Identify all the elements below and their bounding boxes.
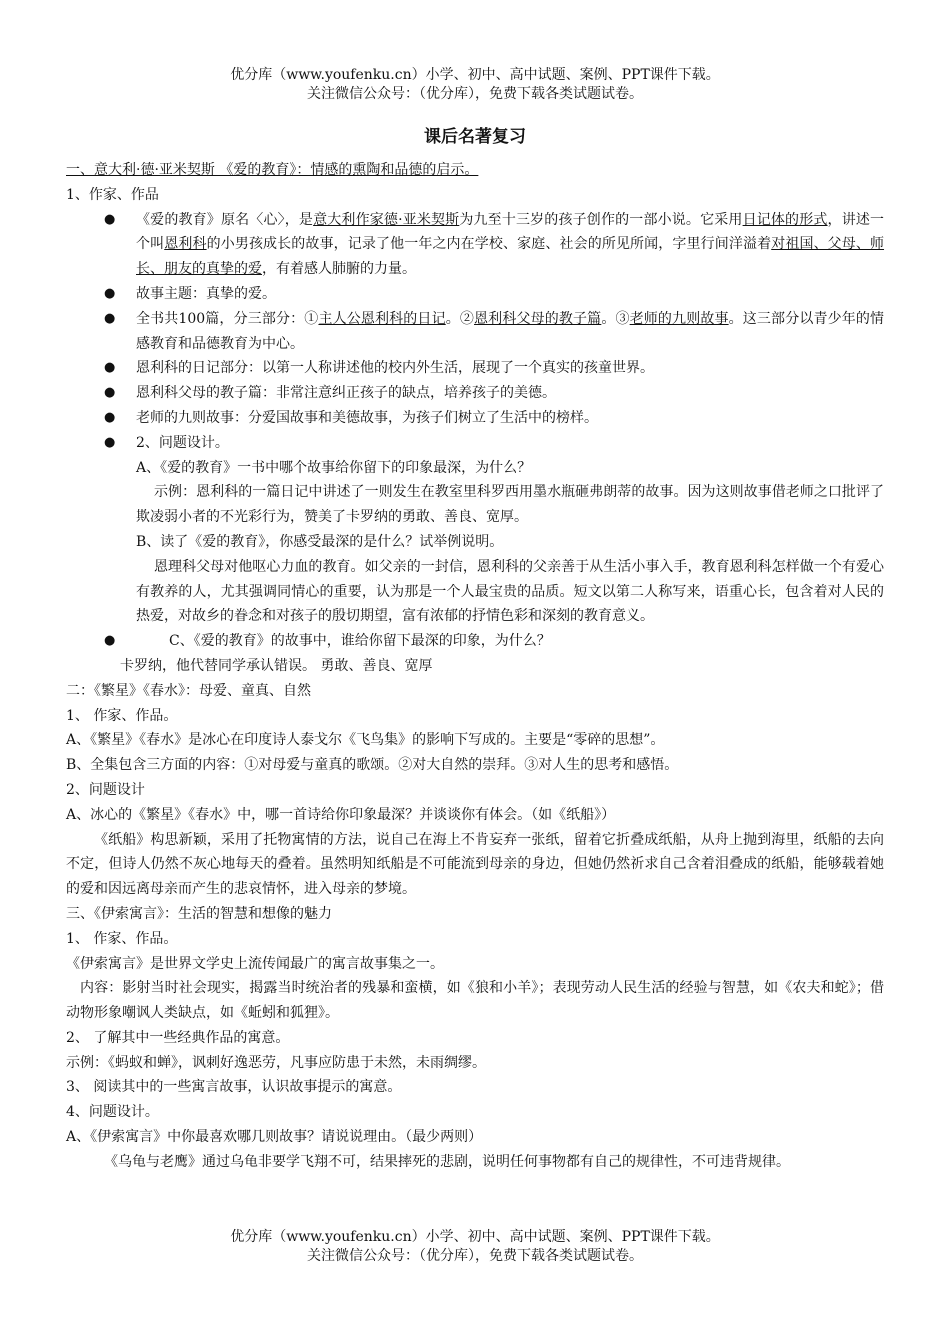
- section-2-question: A、冰心的《繁星》《春水》中，哪一首诗给你印象最深？并谈谈你有体会。（如《纸船》）: [66, 806, 616, 823]
- answer-b: 恩理科父母对他呕心力血的教育。如父亲的一封信，恩利科的父亲善于从生活小事入手，教育恩利科怎样做一个有爱心有教养的人，尤其强调同情心的重要，认为那是一个人最宝贵的品质。短文以第二人称写来，语重心长，包含着对人民的热爱，对故乡的眷念和对孩子的殷切期望，富有浓郁的抒情色彩和深刻的教育意义。: [136, 558, 884, 625]
- section-2-heading: 二：《繁星》《春水》：母爱、童真、自然: [66, 682, 311, 699]
- page-footer: [0, 1228, 950, 1266]
- page-header: [0, 66, 950, 104]
- header-line-2: 关注微信公众号：（优分库），免费下载各类试题试卷。: [307, 86, 643, 102]
- page-title: 课后名著复习: [424, 127, 526, 147]
- question-c: ● C、《爱的教育》的故事中，谁给你留下最深的印象，为什么？: [66, 629, 884, 654]
- section-3-question: A、《伊索寓言》中你最喜欢哪几则故事？请说说理由。（最少两则）: [66, 1129, 483, 1146]
- bullet-item: ● 故事主题：真挚的爱。: [66, 282, 884, 307]
- bullet-item: ● 恩利科父母的教子篇：非常注意纠正孩子的缺点，培养孩子的美德。: [66, 381, 884, 406]
- footer-line-2: 关注微信公众号：（优分库），免费下载各类试题试卷。: [307, 1248, 643, 1264]
- section-3-content: 内容：影射当时社会现实，揭露当时统治者的残暴和蛮横，如《狼和小羊》；表现劳动人民生活的经验与智慧，如《农夫和蛇》；借动物形象嘲讽人类缺点，如《蚯蚓和狐狸》。: [66, 980, 884, 1022]
- section-2-item-a: A、《繁星》《春水》是冰心在印度诗人泰戈尔《飞鸟集》的影响下写成的。主要是“零碎的思想”。: [66, 732, 665, 749]
- section-3-sub-1: 1、 作家、作品。: [66, 930, 178, 947]
- footer-line-1: 优分库（www.youfenku.cn）小学、初中、高中试题、案例、PPT课件下载。: [230, 1229, 720, 1245]
- section-3-sub-4: 4、问题设计。: [66, 1104, 159, 1121]
- section-3-heading: 三、《伊索寓言》：生活的智慧和想像的魅力: [66, 905, 332, 922]
- bullet-item: ● 老师的九则故事：分爱国故事和美德故事，为孩子们树立了生活中的榜样。: [66, 406, 884, 431]
- section-2-sub-1: 1、 作家、作品。: [66, 707, 178, 724]
- section-3-example: 示例：《蚂蚁和蝉》，讽刺好逸恶劳，凡事应防患于未然，未雨绸缪。: [66, 1054, 486, 1071]
- section-1-sub-1: 1、作家、作品: [66, 186, 159, 203]
- document-body: [66, 158, 884, 1175]
- section-1-heading: 一、意大利·德·亚米契斯 《爱的教育》：情感的熏陶和品德的启示。: [66, 162, 479, 178]
- bullet-item: ● 恩利科的日记部分：以第一人称讲述他的校内外生活，展现了一个真实的孩童世界。: [66, 356, 884, 381]
- answer-a: 示例：恩利科的一篇日记中讲述了一则发生在教室里科罗西用墨水瓶砸弗朗蒂的故事。因为这则故事借老师之口批评了欺凌弱小者的不光彩行为，赞美了卡罗纳的勇敢、善良、宽厚。: [136, 484, 884, 526]
- question-a: A、《爱的教育》一书中哪个故事给你留下的印象最深，为什么？: [136, 459, 532, 476]
- section-3-sub-2: 2、 了解其中一些经典作品的寓意。: [66, 1029, 290, 1046]
- header-line-1: 优分库（www.youfenku.cn）小学、初中、高中试题、案例、PPT课件下载。: [230, 67, 720, 83]
- section-3-answer: 《乌龟与老鹰》通过乌龟非要学飞翔不可，结果摔死的悲剧，说明任何事物都有自己的规律性，不可违背规律。: [104, 1153, 790, 1170]
- bullet-item: ● 2、问题设计。: [66, 431, 884, 456]
- section-2-sub-2: 2、问题设计: [66, 781, 145, 798]
- section-3-intro: 《伊索寓言》是世界文学史上流传闻最广的寓言故事集之一。: [66, 955, 444, 972]
- bullet-item: ● 全书共100篇，分三部分：①主人公恩利科的日记。②恩利科父母的教子篇。③老师的九则故事。这三部分以青少年的情感教育和品德教育为中心。: [66, 307, 884, 357]
- section-2-item-b: B、全集包含三方面的内容：①对母爱与童真的歌颂。②对大自然的崇拜。③对人生的思考和感悟。: [66, 757, 679, 774]
- section-2-answer: 《纸船》构思新颖，采用了托物寓情的方法，说自己在海上不肯妄弃一张纸，留着它折叠成纸船，从舟上抛到海里，纸船的去向不定，但诗人仍然不灰心地每天的叠着。虽然明知纸船是不可能流到母亲的身边，但她仍然祈求自己含着泪叠成的纸船，能够载着她的爱和因远离母亲而产生的悲哀情怀，进入母亲的梦境。: [66, 831, 884, 898]
- section-3-sub-3: 3、 阅读其中的一些寓言故事，认识故事提示的寓意。: [66, 1079, 402, 1096]
- question-b: B、读了《爱的教育》，你感受最深的是什么？试举例说明。: [136, 533, 504, 550]
- bullet-item: ● 《爱的教育》原名〈心〉，是意大利作家德·亚米契斯为九至十三岁的孩子创作的一部小说。它采用日记体的形式，讲述一个叫恩利科的小男孩成长的故事，记录了他一年之内在学校、家庭、社会的所见所闻，字里行间洋溢着对祖国、父母、师长、朋友的真挚的爱，有着感人肺腑的力量。: [66, 208, 884, 282]
- answer-c: 卡罗纳，他代替同学承认错误。 勇敢、善良、宽厚: [120, 657, 433, 674]
